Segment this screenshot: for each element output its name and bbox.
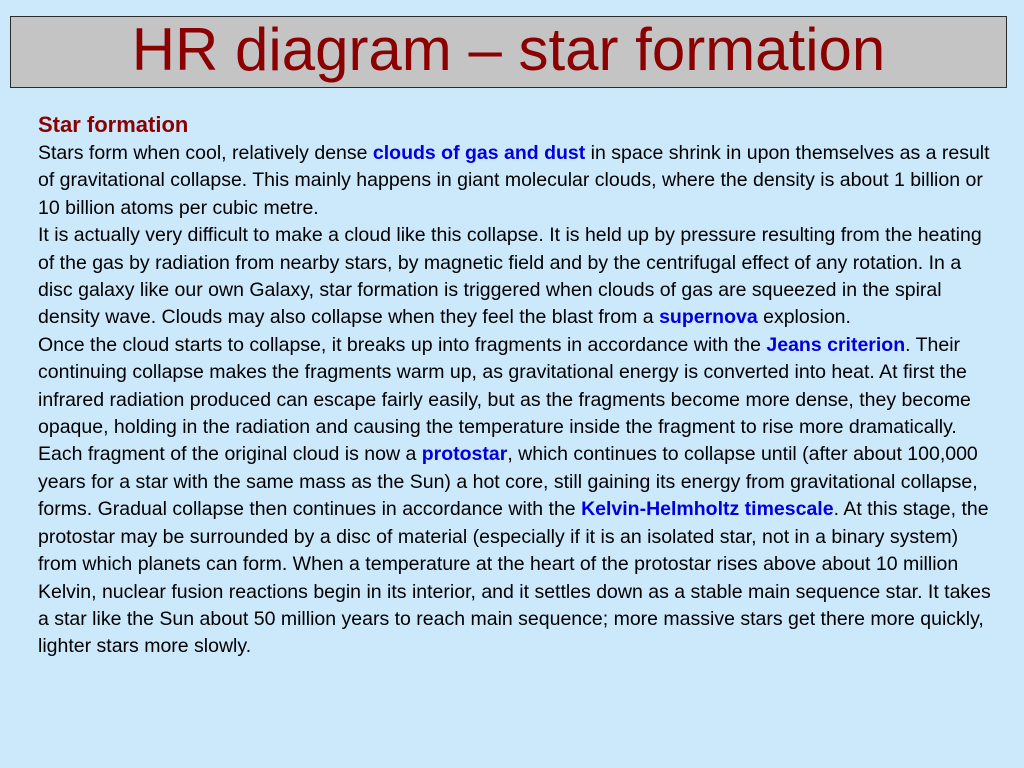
paragraph-text: . At this stage, the protostar may be surrounded by a disc of material (especially if it is an isolated star, not in a binary system) from which planets can form. When a temperature at the heart of the protostar rises above about 10 million Kelvin, nuclear fusion reactions begin in its interior, and it settles down as a stable main sequence star. It takes a star like the Sun about 50 million years to reach main sequence; more massive stars get there more quickly, lighter stars more slowly. bbox=[38, 498, 991, 658]
slide-title: HR diagram – star formation bbox=[131, 16, 886, 83]
paragraph-text: explosion. bbox=[757, 306, 851, 329]
term-protostar: protostar bbox=[421, 443, 508, 466]
paragraph-text: Stars form when cool, relatively dense bbox=[38, 142, 373, 164]
paragraph-text: . Their continuing collapse makes the fragments warm up, as gravitational energy is converted into heat. At first the infrared radiation produced can escape fairly easily, but as the fragments become more dense, they become opaque, holding in the radiation and causing the temperature inside the fragment to rise more dramatically. Each fragment of the original cloud is now a bbox=[38, 333, 971, 466]
paragraph-gas-clouds bbox=[38, 140, 994, 222]
term-supernova: supernova bbox=[659, 306, 758, 329]
content-body bbox=[38, 110, 994, 661]
term-clouds-of-gas-and-dust: clouds of gas and dust bbox=[372, 142, 586, 164]
term-jeans-criterion: Jeans criterion bbox=[766, 333, 906, 356]
paragraph-collapse-difficulty bbox=[38, 222, 994, 332]
title-banner bbox=[10, 16, 1007, 88]
paragraph-text: It is actually very difficult to make a cloud like this collapse. It is held up by pressure resulting from the heating of the gas by radiation from nearby stars, by magnetic field and by the centrifugal effect of any rotation. In a disc galaxy like our own Galaxy, star formation is triggered when clouds of gas are squeezed in the spiral density wave. Clouds may also collapse when they feel the blast from a bbox=[38, 224, 982, 329]
term-kelvin-helmholtz-timescale: Kelvin-Helmholtz timescale bbox=[581, 498, 834, 521]
paragraph-text: in space shrink in upon themselves as a result of gravitational collapse. This mainly happens in giant molecular clouds, where the density is about 1 billion or 10 billion atoms per cubic metre. bbox=[38, 142, 990, 219]
paragraph-fragmentation bbox=[38, 332, 994, 661]
paragraph-text: Once the cloud starts to collapse, it breaks up into fragments in accordance with the bbox=[38, 333, 767, 356]
paragraph-text: , which continues to collapse until (after about 100,000 years for a star with the same mass as the Sun) a hot core, still gaining its energy from gravitational collapse, forms. Gradual collapse then continues in accordance with the bbox=[38, 443, 978, 521]
section-heading: Star formation bbox=[38, 112, 189, 137]
